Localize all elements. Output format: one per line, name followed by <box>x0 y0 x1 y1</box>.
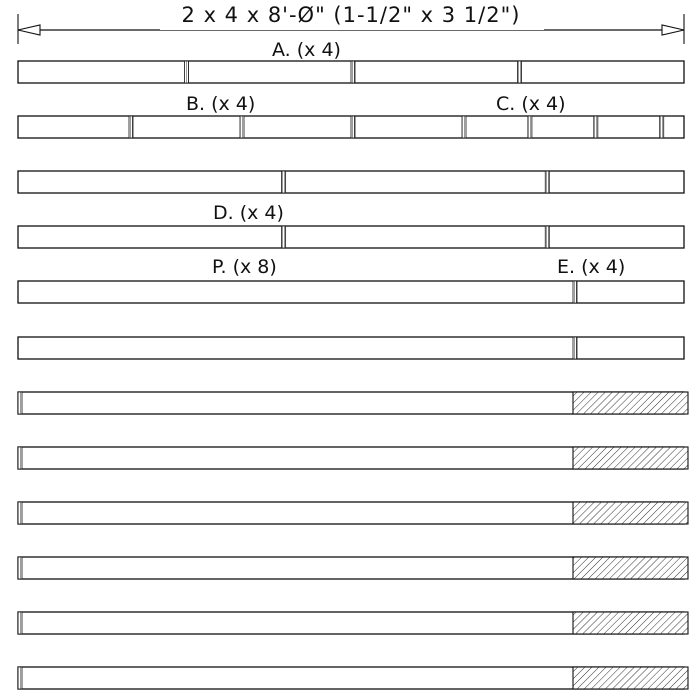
waste-offcut <box>573 447 688 469</box>
part-label-a: A. (x 4) <box>272 39 341 61</box>
board-outline <box>18 226 684 248</box>
kerf-mark <box>528 116 532 138</box>
board <box>18 281 684 303</box>
kerf-mark <box>18 612 22 634</box>
kerf-mark <box>351 116 355 138</box>
board <box>18 667 688 689</box>
kerf-mark <box>18 392 22 414</box>
board-outline <box>18 281 684 303</box>
part-label-d: D. (x 4) <box>213 202 284 224</box>
board <box>18 116 684 138</box>
stock-size-title: 2 x 4 x 8'-Ø" (1-1/2" x 3 1/2") <box>181 3 521 27</box>
board <box>18 612 688 634</box>
board <box>18 171 684 193</box>
kerf-mark <box>351 61 355 83</box>
waste-offcut <box>573 557 688 579</box>
kerf-mark <box>129 116 133 138</box>
part-label-p: P. (x 8) <box>212 256 277 278</box>
board <box>18 61 684 83</box>
board <box>18 502 688 524</box>
part-label-b: B. (x 4) <box>186 93 256 115</box>
board-list <box>18 61 688 689</box>
kerf-mark <box>573 337 577 359</box>
kerf-mark <box>282 171 286 193</box>
kerf-mark <box>573 281 577 303</box>
board <box>18 447 688 469</box>
kerf-mark <box>18 447 22 469</box>
part-label-c: C. (x 4) <box>496 93 566 115</box>
waste-offcut <box>573 612 688 634</box>
kerf-mark <box>185 61 189 83</box>
waste-offcut <box>573 502 688 524</box>
kerf-mark <box>18 667 22 689</box>
arrow-right-icon <box>662 25 684 35</box>
kerf-mark <box>594 116 598 138</box>
board <box>18 557 688 579</box>
board <box>18 392 688 414</box>
kerf-mark <box>282 226 286 248</box>
board <box>18 226 684 248</box>
kerf-mark <box>18 502 22 524</box>
kerf-mark <box>462 116 466 138</box>
waste-offcut <box>573 392 688 414</box>
waste-offcut <box>573 667 688 689</box>
kerf-mark <box>240 116 244 138</box>
kerf-mark <box>660 116 664 138</box>
kerf-mark <box>18 557 22 579</box>
overall-dimension <box>18 2 684 44</box>
board <box>18 337 684 359</box>
kerf-mark <box>518 61 522 83</box>
kerf-mark <box>545 171 549 193</box>
board-outline <box>18 171 684 193</box>
board-outline <box>18 337 684 359</box>
part-label-e: E. (x 4) <box>557 256 626 278</box>
kerf-mark <box>545 226 549 248</box>
arrow-left-icon <box>18 25 40 35</box>
